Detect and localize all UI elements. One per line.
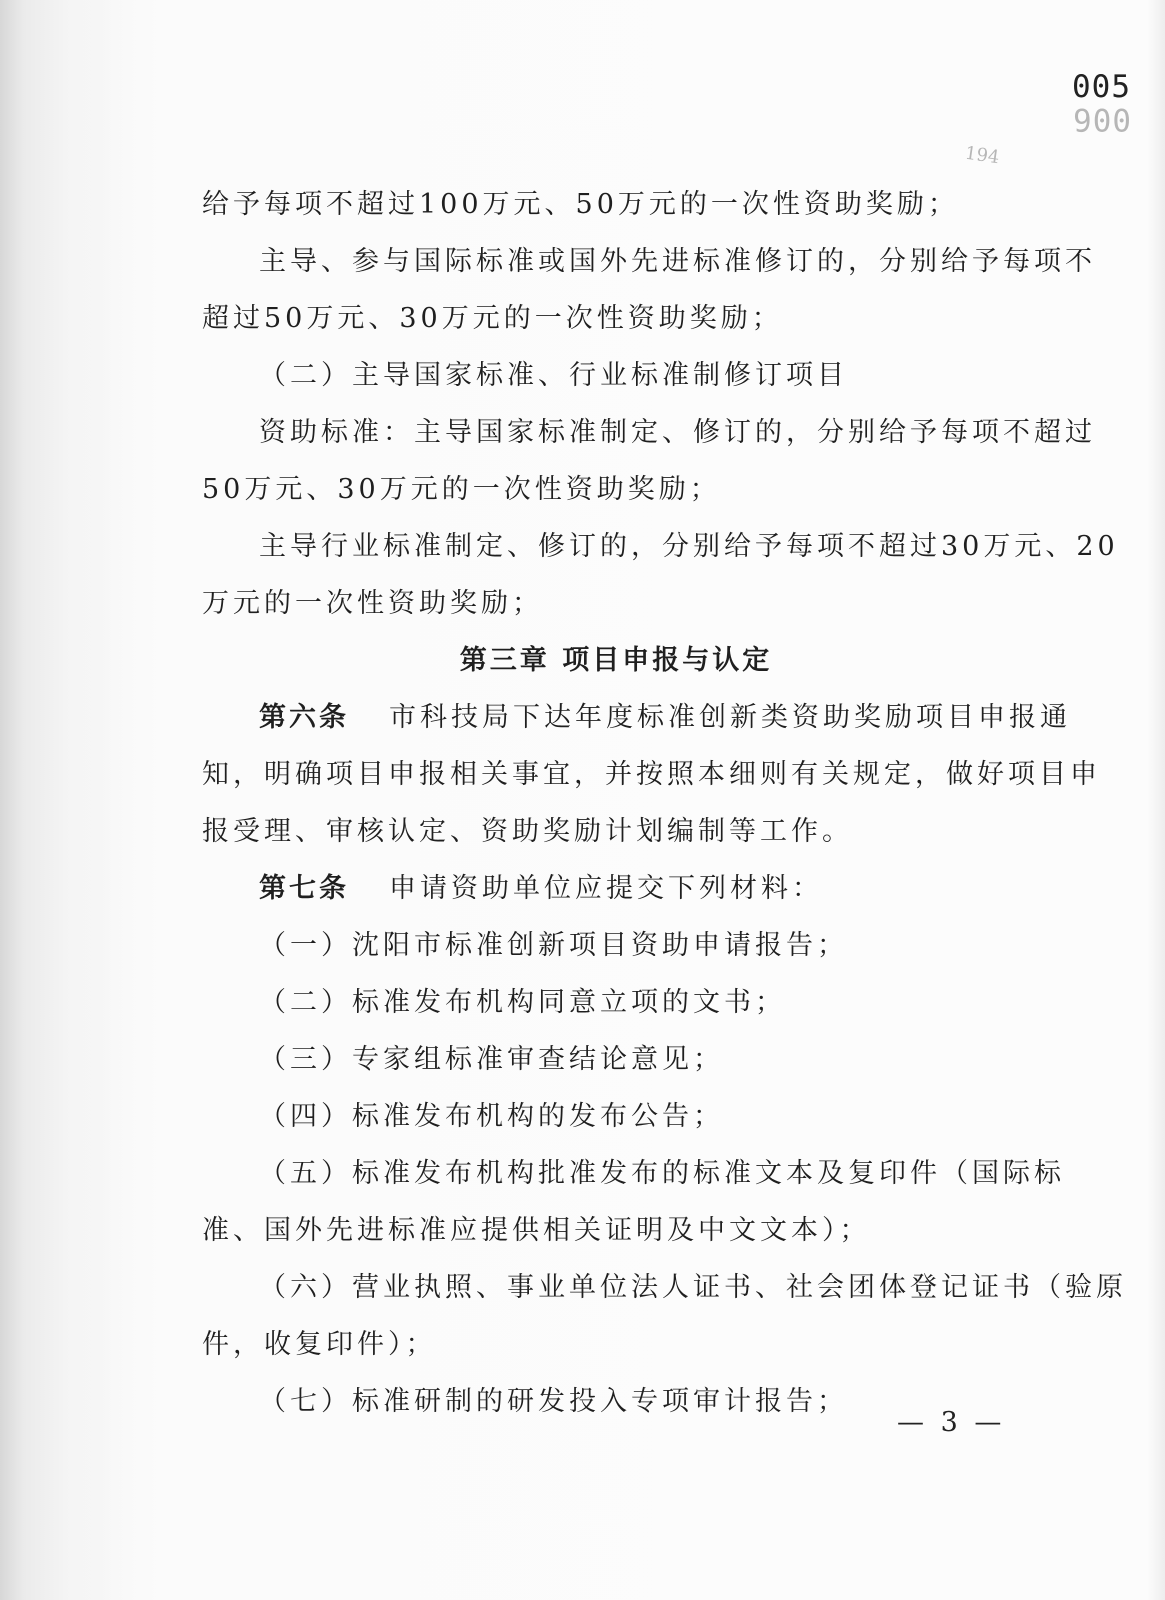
article-six-label: 第六条: [259, 702, 349, 733]
list-item: （一）沈阳市标准创新项目资助申请报告；: [259, 930, 848, 961]
body-line: 报受理、审核认定、资助奖励计划编制等工作。: [202, 816, 853, 847]
list-item: （六）营业执照、事业单位法人证书、社会团体登记证书（验原: [259, 1272, 1127, 1303]
stamp-number: 005: [1072, 69, 1131, 105]
body-line: 主导、参与国际标准或国外先进标准修订的，分别给予每项不: [259, 246, 1096, 277]
list-item: （七）标准研制的研发投入专项审计报告；: [259, 1386, 848, 1417]
page-number-stamp: [1072, 69, 1131, 137]
list-item-continuation: 件，收复印件）；: [202, 1329, 437, 1360]
body-line: 知，明确项目申报相关事宜，并按照本细则有关规定，做好项目申: [202, 759, 1101, 790]
list-item: （三）专家组标准审查结论意见；: [259, 1044, 724, 1075]
article-seven-first-line: [202, 860, 1030, 917]
body-line: 给予每项不超过100万元、50万元的一次性资助奖励；: [202, 189, 959, 220]
stamp-reversed-number: 006: [1072, 101, 1131, 137]
list-item: （四）标准发布机构的发布公告；: [259, 1101, 724, 1132]
article-six-first-line: [202, 689, 1071, 746]
body-line: 超过50万元、30万元的一次性资助奖励；: [202, 303, 783, 334]
body-line: （二）主导国家标准、行业标准制修订项目: [259, 360, 848, 391]
body-line: 万元的一次性资助奖励；: [202, 588, 543, 619]
page-number: — 3 —: [897, 1407, 1006, 1438]
body-line: 资助标准：主导国家标准制定、修订的，分别给予每项不超过: [259, 417, 1096, 448]
article-seven-label: 第七条: [259, 873, 349, 904]
article-seven-text: 申请资助单位应提交下列材料：: [389, 873, 823, 904]
article-six-text: 市科技局下达年度标准创新类资助奖励项目申报通: [389, 702, 1071, 733]
body-line: 主导行业标准制定、修订的，分别给予每项不超过30万元、20: [259, 531, 1119, 562]
list-item: （二）标准发布机构同意立项的文书；: [259, 987, 786, 1018]
document-body: [202, 176, 1127, 1430]
list-item-continuation: 准、国外先进标准应提供相关证明及中文文本）；: [202, 1215, 871, 1246]
list-item: （五）标准发布机构批准发布的标准文本及复印件（国际标: [259, 1158, 1065, 1189]
scan-binding-edge: [0, 0, 118, 1600]
chapter-title: 第三章 项目申报与认定: [459, 645, 773, 676]
body-line: 50万元、30万元的一次性资助奖励；: [202, 474, 721, 505]
faint-handwritten-mark: 194: [963, 142, 1001, 169]
